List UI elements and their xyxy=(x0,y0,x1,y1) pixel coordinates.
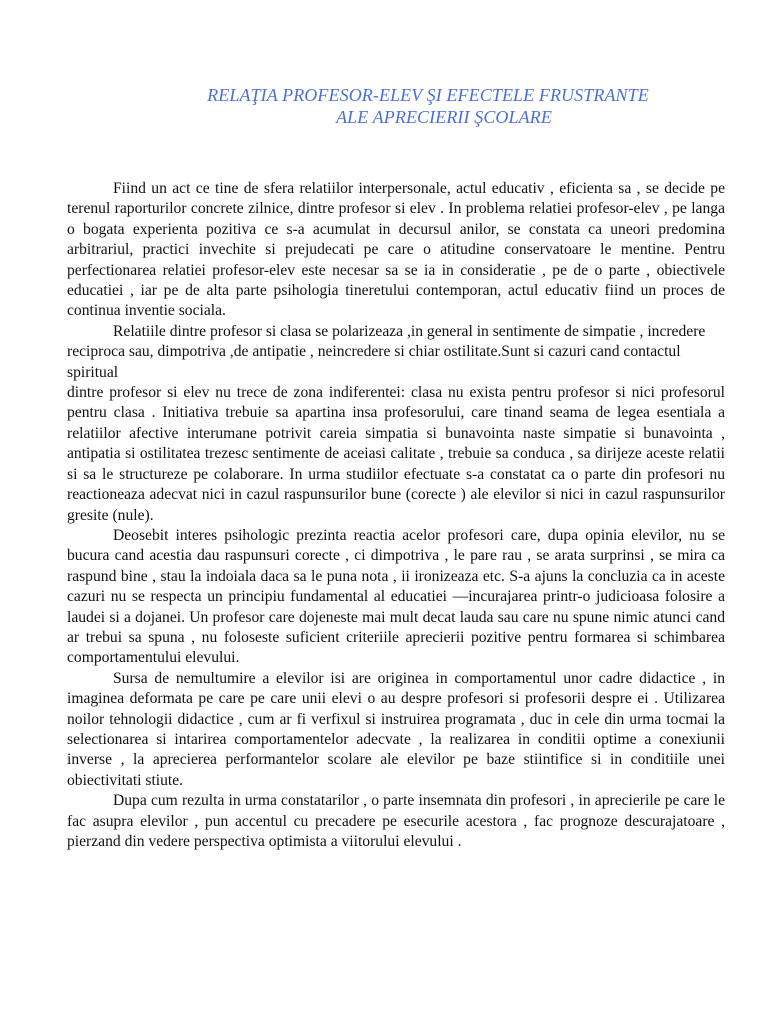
document-title xyxy=(0,84,768,128)
paragraph-2-continued: dintre profesor si elev nu trece de zona indiferentei: clasa nu exista pentru profesor si nici profesorul pentru clasa . Initiativa trebuie sa apartina insa profesorului, care tinand seama de legea esentiala a relatiilor afective interumane potrivit careia simpatia si bunavointa naste simpatie si bunavointa , antipatia si ostilitatea trezesc sentimente de aceiasi calitate , trebuie sa conduca , sa dirijeze aceste relatii si sa le structureze pe colaborare. In urma studiilor efectuate s-a constatat ca o parte din profesori nu reactioneaza adecvat nici in cazul raspunsurilor bune (corecte ) ale elevilor si nici in cazul raspunsurilor gresite (nule). xyxy=(67,384,725,524)
paragraph-3: Deosebit interes psihologic prezinta reactia acelor profesori care, dupa opinia elevilor, nu se bucura cand acestia dau raspunsuri corecte , ci dimpotriva , le pare rau , se arata surprinsi , se mira ca raspund bine , stau la indoiala daca sa le puna nota , ii ironizeaza etc. S-a ajuns la concluzia ca in aceste cazuri nu se respecta un principiu fundamental al educatiei —incurajarea printr-o judicioasa folosire a laudei si a dojanei. Un profesor care dojeneste mai mult decat lauda sau care nu spune nimic atunci cand ar trebui sa spuna , nu foloseste suficient criteriile aprecierii pozitive pentru formarea si schimbarea comportamentului elevului. xyxy=(67,526,725,667)
paragraph-4: Sursa de nemultumire a elevilor isi are originea in comportamentul unor cadre didactice , in imaginea deformata pe care pe care unii elevi o au despre profesori si profesorii despre ei . Utilizarea noilor tehnologii didactice , cum ar fi verfixul si instruirea programata , duc in cele din urma tocmai la selectionarea si intarirea comportamentelor adecvate , la realizarea in conditii optime a conexiunii inverse , la aprecierea performantelor scolare ale elevilor pe baze stiintifice si in conditiile unei obiectivitati stiute. xyxy=(67,669,725,789)
paragraph-2: Relatiile dintre profesor si clasa se polarizeaza ,in general in sentimente de simpatie , incredere reciproca sau, dimpotriva ,de antipatie , neincredere si chiar ostilitate.Sunt si cazuri cand contactul spiritual xyxy=(67,322,706,381)
paragraph-1: Fiind un act ce tine de sfera relatiilor interpersonale, actul educativ , eficienta sa , se decide pe terenul raporturilor concrete zilnice, dintre profesor si elev . In problema relatiei profesor-elev , pe langa o bogata experienta pozitiva ce s-a acumulat in decursul anilor, se constata ca uneori predomina arbitrariul, practici invechite si prejudecati pe care o atitudine conservatoare le mentine. Pentru perfectionarea relatiei profesor-elev este necesar sa se ia in consideratie , pe de o parte , obiectivele educatiei , iar pe de alta parte psihologia tineretului contemporan, actul educativ fiind un proces de continua inventie sociala. xyxy=(67,180,725,320)
title-line-1: RELAŢIA PROFESOR-ELEV ŞI EFECTELE FRUSTRANTE xyxy=(207,85,649,105)
title-line-2: ALE APRECIERII ŞCOLARE xyxy=(336,107,552,127)
paragraph-5: Dupa cum rezulta in urma constatarilor , o parte insemnata din profesori , in aprecierile pe care le fac asupra elevilor , pun accentul cu precadere pe esecurile acestora , fac prognoze descurajatoare , pierzand din vedere perspectiva optimista a viitorului elevului . xyxy=(67,792,725,850)
document-body xyxy=(67,179,725,852)
